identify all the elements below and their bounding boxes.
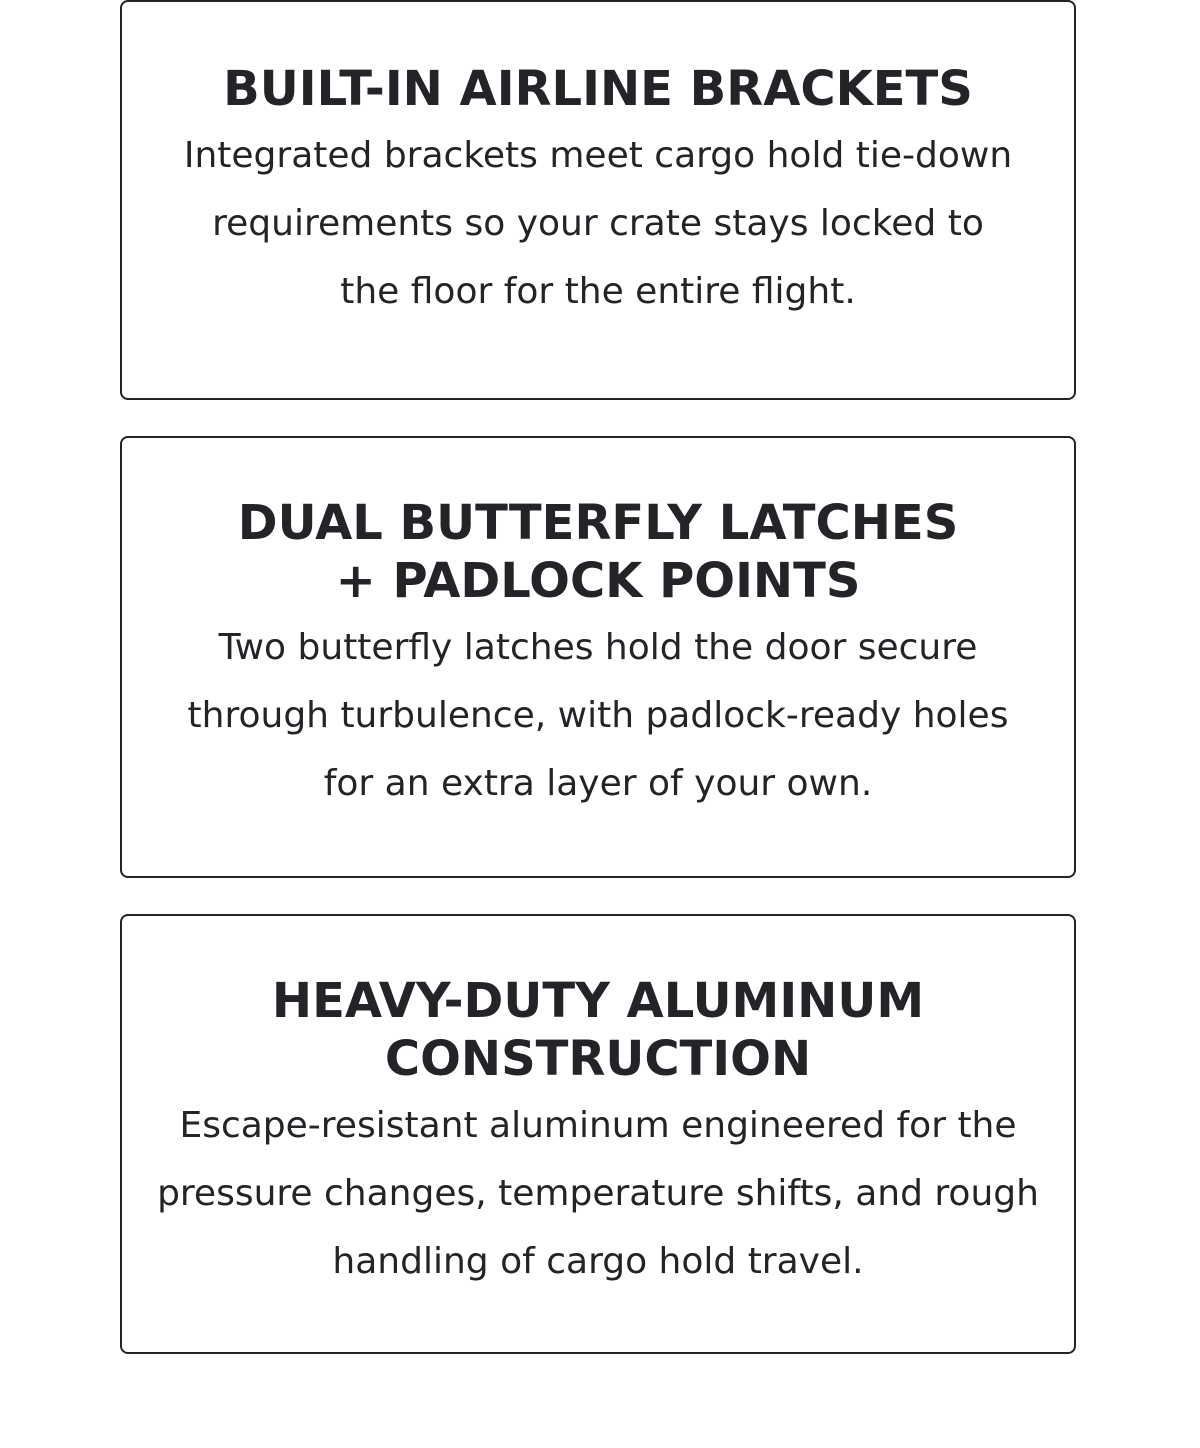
feature-card-airline-brackets bbox=[120, 0, 1076, 400]
feature-title: HEAVY-DUTY ALUMINUM CONSTRUCTION bbox=[271, 973, 925, 1087]
feature-title: BUILT-IN AIRLINE BRACKETS bbox=[223, 61, 973, 117]
feature-description: Escape-resistant aluminum engineered for the pressure changes, temperature shifts, and rough handling of cargo hold travel. bbox=[157, 1105, 1039, 1282]
feature-description: Two butterfly latches hold the door secure through turbulence, with padlock-ready holes for an extra layer of your own. bbox=[187, 627, 1009, 804]
feature-description: Integrated brackets meet cargo hold tie-down requirements so your crate stays locked to the floor for the entire flight. bbox=[183, 135, 1013, 312]
feature-title: DUAL BUTTERFLY LATCHES + PADLOCK POINTS bbox=[237, 495, 959, 609]
feature-card-butterfly-latches bbox=[120, 436, 1076, 878]
feature-card-aluminum-construction bbox=[120, 914, 1076, 1354]
